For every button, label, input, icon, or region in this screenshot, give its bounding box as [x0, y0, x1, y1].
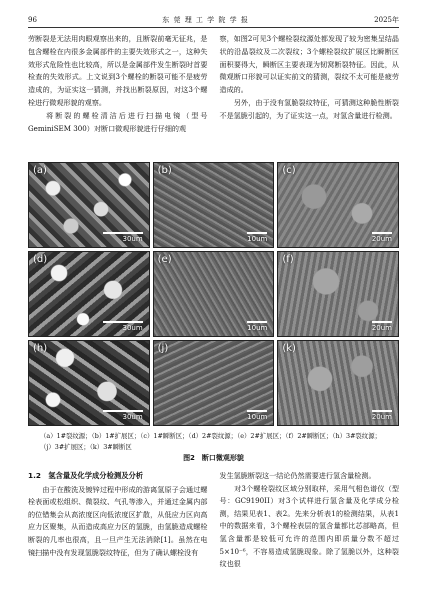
section-heading: 1.2 氢含量及化学成分检测及分析 — [28, 471, 144, 480]
scale-label: 20um — [371, 413, 392, 421]
scale-label: 20um — [371, 324, 392, 332]
figure-title: 图2 断口微观形貌 — [183, 454, 244, 462]
micrograph-panel — [277, 340, 399, 426]
scale-label: 30um — [122, 235, 143, 243]
scale-label: 10um — [247, 324, 268, 332]
journal-title: 东 莞 理 工 学 院 学 报 — [162, 15, 249, 24]
top-left-paragraph: 劳断裂是无法用肉眼观察出来的，且断裂前毫无征兆，是包含螺栓在内很多金属部件的主要失效形式之一，这种失效形式危险性也比较高，所以是金属部件发生断裂时首要检查的失效形式。上文说到3个螺栓的断裂可能不是疲劳造成的，为证实这一猜测，并找出断裂原因，对这3个螺栓进行微观形貌的观察。 将断裂的螺栓清洁后进行扫描电镜（型号GeminiSEM 300）对断口微观形貌进行仔细的观 — [28, 34, 208, 133]
top-right-paragraph: 察，如图2可见3个螺栓裂纹源处都发现了较为密集呈结晶状的沿晶裂纹及二次裂纹；3个螺栓裂纹扩展区比瞬断区面积要得大，瞬断区主要表现为韧窝断裂特征。因此，从微观断口形貌可以证实前文的猜测，裂纹不太可能是疲劳造成的。 另外，由于没有氢脆裂纹特征，可猜测这种脆性断裂不是氢脆引起的，为了证实这一点，对氢含量进行检测。 — [219, 34, 399, 120]
bottom-left-column — [28, 470, 208, 598]
scale-bar — [103, 321, 143, 323]
panel-label: (h) — [33, 343, 48, 354]
figure-notes: （a）1#裂纹源；（b）1#扩展区；（c）1#瞬断区；（d）2#裂纹源；（e）2#扩展区；（f）2#瞬断区；（h）3#裂纹源；（j）3#扩展区；（k）3#瞬断区 — [40, 432, 381, 451]
scale-label: 10um — [247, 413, 268, 421]
bottom-right-paragraph: 发生氢脆断裂这一结论仍然需要进行氢含量检测。 对3个螺栓裂纹区域分别取样，采用气相色谱仪（型号：GC9190II）对3个试样进行氢含量及化学成分检测，结果见表1、表2。先来分析表1的检测结果，从表1中的数据来看，3个螺栓表层的氢含量都比芯部略高，但氢含量都是较低可允许的范围内即质量分数不超过5×10⁻⁶，不容易造成氢脆现象。除了氢脆以外，这种裂纹也很 — [219, 471, 399, 569]
scale-bar — [372, 410, 392, 412]
micrograph-panel — [153, 251, 275, 337]
bottom-text-columns — [28, 470, 399, 598]
panel-label: (c) — [282, 165, 296, 176]
scale-label: 30um — [122, 324, 143, 332]
scale-label: 10um — [247, 235, 268, 243]
scale-label: 30um — [122, 413, 143, 421]
scale-bar — [372, 232, 392, 234]
top-left-column — [28, 33, 208, 151]
issue-year: 2025年 — [374, 15, 399, 24]
scale-bar — [372, 321, 392, 323]
micrograph-panel — [28, 340, 150, 426]
micrograph-panel — [28, 162, 150, 248]
fracture-micrograph-figure — [28, 162, 399, 426]
micrograph-panel — [277, 251, 399, 337]
scale-bar — [247, 410, 267, 412]
panel-label: (k) — [282, 343, 296, 354]
running-header — [28, 14, 399, 28]
panel-label: (j) — [157, 343, 169, 354]
panel-label: (b) — [157, 165, 172, 176]
micrograph-panel — [153, 162, 275, 248]
top-right-column — [220, 33, 400, 151]
scale-bar — [103, 232, 143, 234]
panel-label: (a) — [33, 165, 47, 176]
panel-label: (e) — [157, 254, 172, 265]
top-text-columns — [28, 33, 399, 151]
bottom-right-column — [220, 470, 400, 598]
micrograph-panel — [28, 251, 150, 337]
scale-bar — [103, 410, 143, 412]
bottom-left-paragraph: 由于在酸洗及镀锌过程中形成的游离氢原子会通过螺栓表面或松组织、微裂纹、气孔等渗入，并通过金属内部的位错集会从高浓度区向低浓度区扩散，从低应力区向高应力区聚集，从而造成高应力区的氢脆，由氢脆造成螺栓断裂的几率也很高，且一旦产生无法消除[1]。虽然在电镜扫描中没有发现氢脆裂纹特征，但为了确认螺栓没有 — [28, 484, 208, 557]
micrograph-panel — [153, 340, 275, 426]
panel-label: (f) — [282, 254, 294, 265]
page-number: 96 — [28, 15, 37, 24]
scale-label: 20um — [371, 235, 392, 243]
scale-bar — [247, 321, 267, 323]
micrograph-panel — [277, 162, 399, 248]
scale-bar — [247, 232, 267, 234]
panel-label: (d) — [33, 254, 48, 265]
